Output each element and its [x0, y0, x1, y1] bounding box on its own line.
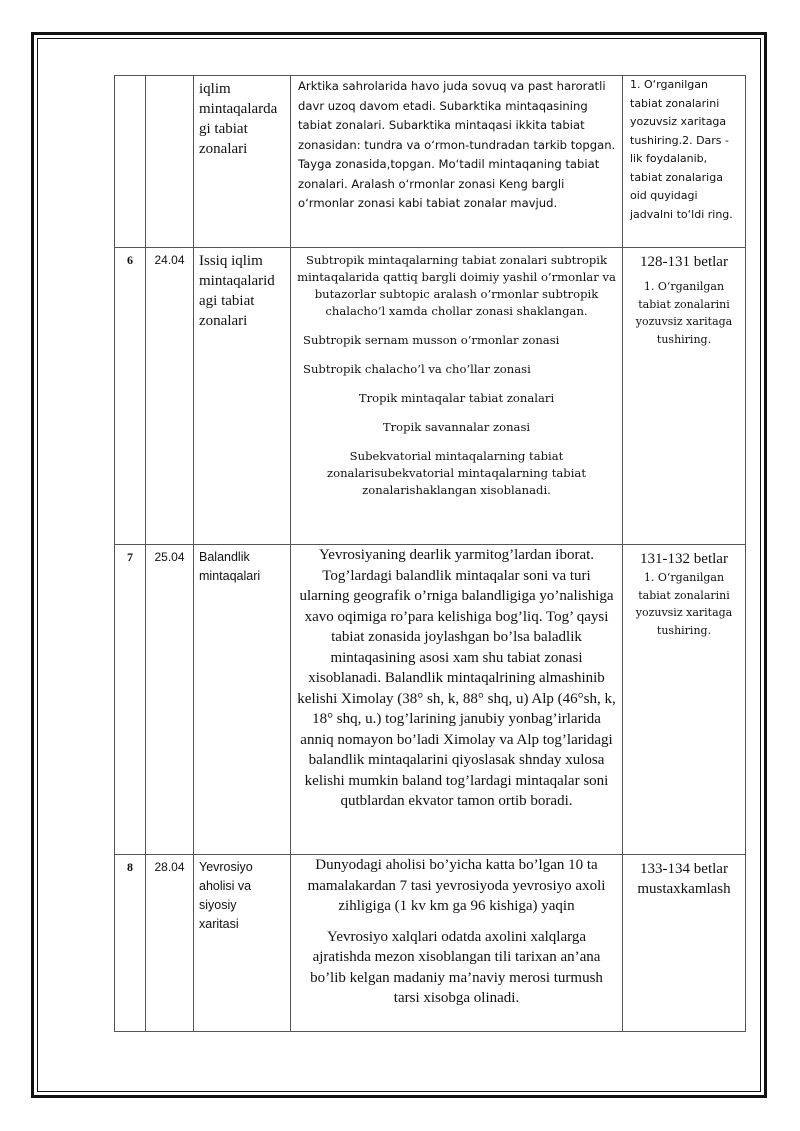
task-pages: 131-132 betlar: [640, 551, 728, 567]
lesson-date: 28.04: [146, 855, 194, 1032]
content-paragraph: Subtropik sernam musson o’rmonlar zonasi: [303, 333, 560, 347]
content-paragraph: Yevrosiyo xalqlari odatda axolini xalqlarga ajratishda mezon xisoblangan tili tarixan an’ana bo’lib kelgan madaniy ma’naviy merosi turmush tarsi xisobga olinadi.: [310, 928, 603, 1006]
lesson-number: 8: [115, 855, 146, 1032]
lesson-date: 25.04: [146, 545, 194, 855]
content-paragraph: Tropik mintaqalar tabiat zonalari: [358, 391, 555, 405]
lesson-task: [623, 855, 746, 1032]
task-note: 1. O‘rganilgan tabiat zonalarini yozuvsiz xaritaga tushiring.: [635, 571, 733, 637]
content-paragraph: Dunyodagi aholisi bo’yicha katta bo’lgan 10 ta mamalakardan 7 tasi yevrosiyoda yevrosiyo axoli zihligiga (1 kv km ga 96 kishiga) yaqin: [307, 857, 606, 914]
lesson-task: [623, 248, 746, 545]
table-row: [115, 855, 746, 1032]
task-pages: 133-134 betlar mustaxkamlash: [637, 861, 731, 897]
lesson-task: [623, 76, 746, 248]
lesson-topic: Issiq iqlim mintaqalarid agi tabiat zonalari: [194, 248, 291, 545]
lesson-content: [291, 855, 623, 1032]
lesson-content: [291, 545, 623, 855]
task-note: 1. O‘rganilgan tabiat zonalarini yozuvsiz xaritaga tushiring.2. Dars -lik foydalanib, tabiat zonalariga oid quyidagi jadvalni to‘ldi ring.: [630, 78, 733, 221]
lesson-task: [623, 545, 746, 855]
lesson-topic: Yevrosiyo aholisi va siyosiy xaritasi: [194, 855, 291, 1032]
table-row: [115, 76, 746, 248]
content-paragraph: Subtropik chalacho’l va cho’llar zonasi: [303, 362, 531, 376]
lesson-topic: iqlim mintaqalarda gi tabiat zonalari: [194, 76, 291, 248]
task-note: 1. O‘rganilgan tabiat zonalarini yozuvsiz xaritaga tushiring.: [635, 280, 733, 346]
lesson-number: [115, 76, 146, 248]
lesson-date: [146, 76, 194, 248]
lesson-plan-table: [114, 75, 746, 1032]
lesson-content: [291, 76, 623, 248]
content-paragraph: Tropik savannalar zonasi: [382, 420, 531, 434]
lesson-number: 6: [115, 248, 146, 545]
content-paragraph: Yevrosiyaning dearlik yarmitog’lardan iborat. Tog’lardagi balandlik mintaqalar soni va turi ularning geografik o’rniga balandligiga yo’nalishiga xavo oqimiga ro’para kelishiga bog’liq. Tog’ qaysi tabiat zonasida joylashgan bo’lsa baladlik mintaqasining asosi xam shu tabiat zonasi xisoblanadi. Balandlik mintaqalrining almashinib kelishi Ximolay (38° sh, k, 88° shq, u) Alp (46°sh, k, 18° shq, u.) tog’larining janubiy yonbag’irlarida anniq nomayon bo’ladi Ximolay va Alp tog’laridagi balandlik mintaqalarini qiyoslasak shnday xulosa kelishi mumkin baland tog’lardagi mintaqalar soni qutblardan ekvator tamon ortib boradi.: [297, 547, 616, 809]
content-paragraph: Subtropik mintaqalarning tabiat zonalari subtropik mintaqalarida qattiq bargli doimiy yashil o’rmonlar va butazorlar subtopic aralash o’rmonlar subtropik chalacho’l xamda chollar zonasi shaklangan.: [297, 253, 616, 318]
lesson-date: 24.04: [146, 248, 194, 545]
content-paragraph: Subekvatorial mintaqalarning tabiat zonalarisubekvatorial mintaqalarning tabiat zonalarishaklangan xisoblanadi.: [327, 449, 586, 497]
table-row: [115, 248, 746, 545]
lesson-content: [291, 248, 623, 545]
lesson-topic: Balandlik mintaqalari: [194, 545, 291, 855]
task-pages: 128-131 betlar: [640, 254, 728, 270]
table-row: [115, 545, 746, 855]
content-paragraph: Arktika sahrolarida havo juda sovuq va past haroratli davr uzoq davom etadi. Subarktika mintaqasining tabiat zonalari. Subarktika mintaqasi ikkita tabiat zonasidan: tundra va o‘rmon-tundradan tarkib topgan. Tayga zonasida,topgan. Mo‘tadil mintaqaning tabiat zonalari. Aralash o‘rmonlar zonasi Keng bargli o‘rmonlar zonasi kabi tabiat zonalar mavjud.: [298, 79, 616, 210]
lesson-number: 7: [115, 545, 146, 855]
